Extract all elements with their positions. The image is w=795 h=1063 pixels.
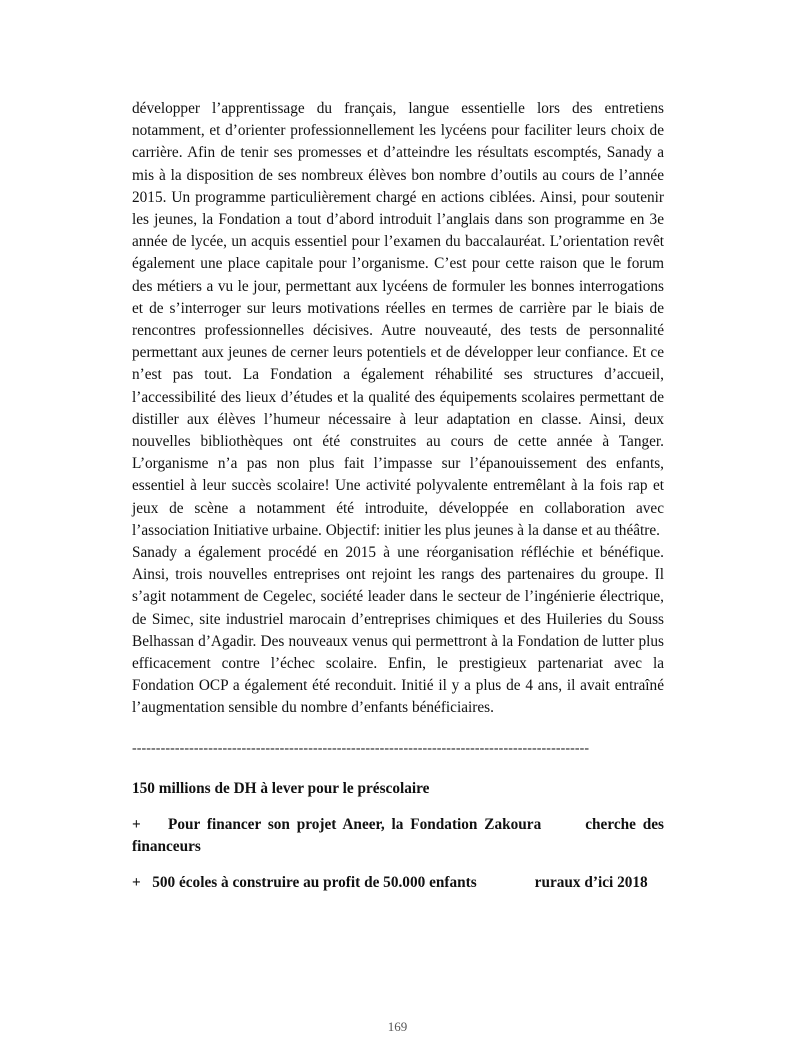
body-paragraph-1: développer l’apprentissage du français, langue essentielle lors des entretiens notamment, et d’orienter professionnellement les lycéens pour faciliter leurs choix de carrière. Afin de tenir ses promesses et d’atteindre les résultats escomptés, Sanady a mis à la disposition de ses nombreux élèves bon nombre d’outils au cours de l’année 2015. Un programme particulièrement chargé en actions ciblées. Ainsi, pour soutenir les jeunes, la Fondation a tout d’abord introduit l’anglais dans son programme en 3e année de lycée, un acquis essentiel pour l’examen du baccalauréat. L’orientation revêt également une place capitale pour l’organisme. C’est pour cette raison que le forum des métiers a vu le jour, permettant aux lycéens de formuler les bonnes interrogations et de s’interroger sur leurs motivations réelles en termes de carrière par le biais de rencontres professionnelles décisives. Autre nouveauté, des tests de personnalité permettant aux jeunes de cerner leurs potentiels et de développer leur confiance. Et ce n’est pas tout. La Fondation a également réhabilité ses structures d’accueil, l’accessibilité des lieux d’études et la qualité des équipements scolaires permettant de distiller aux élèves l’humeur nécessaire à leur adaptation en classe. Ainsi, deux nouvelles bibliothèques ont été construites au cours de cette année à Tanger. L’organisme n’a pas non plus fait l’impasse sur l’épanouissement des enfants, essentiel à leur succès scolaire! Une activité polyvalente entremêlant à la fois rap et jeux de scène a notamment été introduite, développée en collaboration avec l’association Initiative urbaine. Objectif: initier les plus jeunes à la danse et au théâtre. <box>132 100 664 539</box>
section-heading: 150 millions de DH à lever pour le préscolaire <box>132 779 430 797</box>
bullet-text-part-a: 500 écoles à construire au profit de 50.000 enfants <box>152 873 477 891</box>
bullet-marker: + <box>132 815 141 833</box>
bullet-text-part-b: cherche des financeurs <box>132 815 664 855</box>
bullet-item-2 <box>132 872 664 894</box>
page-number: 169 <box>387 1019 408 1034</box>
section-separator: ------------------------------------------------------------------------------------------------ <box>132 740 590 756</box>
body-paragraph-2: Sanady a également procédé en 2015 à une réorganisation réfléchie et bénéfique. Ainsi, trois nouvelles entreprises ont rejoint les rangs des partenaires du groupe. Il s’agit notamment de Cegelec, société leader dans le secteur de l’ingénierie électrique, de Simec, site industriel marocain d’entreprises chimiques et des Huileries du Souss Belhassan d’Agadir. Des nouveaux venus qui permettront à la Fondation de lutter plus efficacement contre l’échec scolaire. Enfin, le prestigieux partenariat avec la Fondation OCP a également été reconduit. Initié il y a plus de 4 ans, il avait entraîné l’augmentation sensible du nombre d’enfants bénéficiaires. <box>132 544 664 717</box>
bullet-text-part-b: ruraux d’ici 2018 <box>534 873 648 891</box>
bullet-item-1 <box>132 814 664 858</box>
bullet-marker: + <box>132 873 141 891</box>
page-body <box>132 98 664 894</box>
bullet-text-part-a: Pour financer son projet Aneer, la Fondation Zakoura <box>168 815 542 833</box>
